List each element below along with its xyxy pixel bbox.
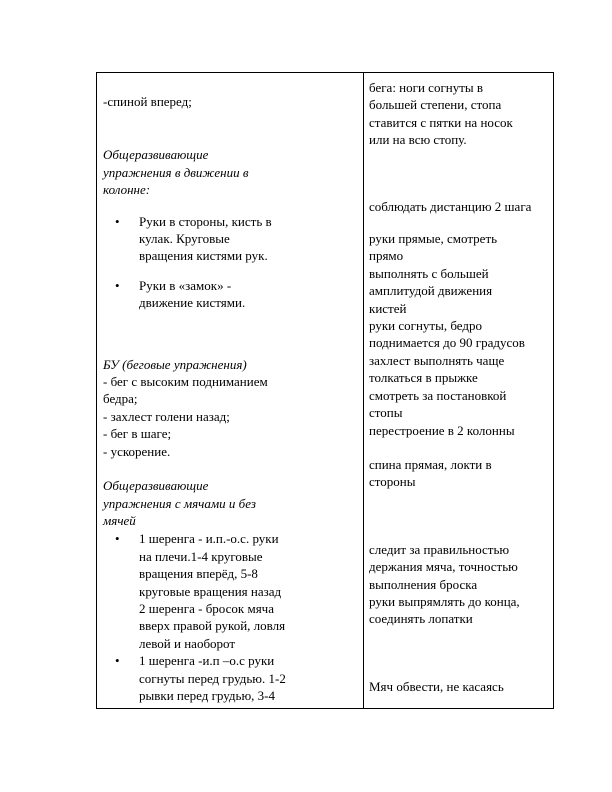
exercises-cell-content [97, 73, 363, 704]
heading-line: колонне: [103, 182, 151, 198]
note-line: или на всю стопу. [369, 132, 467, 148]
bullet-icon: • [115, 531, 120, 547]
note-line: выполнения броска [369, 576, 478, 592]
text-line: бедра; [103, 391, 138, 407]
item-line: 1 шеренга -и.п –о.с руки [139, 653, 275, 669]
ord-heading [103, 146, 359, 198]
heading-line: Общеразвивающие [103, 147, 209, 163]
note-block [369, 541, 549, 628]
notes-column [364, 73, 554, 709]
item-line: Руки в стороны, кисть в [139, 213, 272, 229]
bullet-icon: • [115, 653, 120, 669]
ball-list [103, 530, 359, 704]
bu-heading: БУ (беговые упражнения) [103, 356, 247, 372]
heading-line: упражнения с мячами и без [103, 495, 256, 511]
note-line: кистей [369, 300, 407, 316]
item-line: движение кистями. [139, 295, 246, 311]
notes-cell-content [364, 73, 553, 695]
bu-section [103, 356, 359, 460]
note-line: прямо [369, 248, 404, 264]
item-line: 2 шеренга - бросок мяча [139, 600, 274, 616]
note-line: следит за правильностью [369, 541, 510, 557]
note-line: держания мяча, точностью [369, 559, 518, 575]
note-line: перестроение в 2 колонны [369, 422, 515, 438]
list-item [103, 530, 359, 652]
note-line: смотреть за постановкой [369, 387, 507, 403]
note-line: стопы [369, 405, 403, 421]
note-line: выполнять с большей [369, 265, 489, 281]
note-line: поднимается до 90 градусов [369, 335, 525, 351]
text-line: - ускорение. [103, 443, 171, 459]
note-line: ставится с пятки на носок [369, 114, 513, 130]
text-line: -спиной вперед; [103, 94, 192, 109]
lesson-plan-table [96, 72, 554, 709]
note-block [369, 456, 549, 491]
note-line: большей степени, стопа [369, 97, 502, 113]
note-block [369, 198, 549, 215]
text-line: - захлест голени назад; [103, 408, 230, 424]
bullet-icon: • [115, 277, 120, 293]
ord-list [103, 213, 359, 312]
item-line: левой и наоборот [139, 635, 236, 651]
note-block [369, 678, 549, 695]
note-line: стороны [369, 474, 416, 490]
note-line: спина прямая, локти в [369, 456, 492, 472]
text-line: - бег с высоким подниманием [103, 374, 268, 390]
item-line: кулак. Круговые [139, 231, 230, 247]
list-item [103, 213, 359, 265]
heading-line: упражнения в движении в [103, 164, 249, 180]
ball-heading [103, 477, 359, 529]
note-line: руки прямые, смотреть [369, 231, 498, 247]
item-line: на плечи.1-4 круговые [139, 548, 263, 564]
item-line: круговые вращения назад [139, 583, 282, 599]
item-line: согнуты перед грудью. 1-2 [139, 670, 286, 686]
item-line: рывки перед грудью, 3-4 [139, 687, 276, 703]
note-block [369, 230, 549, 439]
note-line: руки согнуты, бедро [369, 318, 482, 334]
item-line: вращения вперёд, 5-8 [139, 566, 258, 582]
note-block [369, 79, 549, 149]
note-line: Мяч обвести, не касаясь [369, 678, 504, 694]
text-line: - бег в шаге; [103, 426, 172, 442]
heading-line: мячей [103, 512, 136, 528]
bullet-icon: • [115, 213, 120, 229]
note-line: захлест выполнять чаще [369, 352, 505, 368]
note-line: бега: ноги согнуты в [369, 80, 484, 95]
item-line: Руки в «замок» - [139, 277, 232, 293]
list-item [103, 277, 359, 312]
note-line: амплитудой движения [369, 283, 493, 299]
list-item [103, 652, 359, 704]
item-line: вращения кистями рук. [139, 248, 268, 264]
note-line: соединять лопатки [369, 611, 473, 627]
table-row [97, 73, 554, 709]
exercises-column [97, 73, 364, 709]
heading-line: Общеразвивающие [103, 478, 209, 494]
item-line: вверх правой рукой, ловля [139, 618, 286, 634]
note-line: толкаться в прыжке [369, 370, 478, 386]
note-line: соблюдать дистанцию 2 шага [369, 198, 532, 214]
item-line: 1 шеренга - и.п.-о.с. руки [139, 531, 279, 547]
note-line: руки выпрямлять до конца, [369, 593, 520, 609]
